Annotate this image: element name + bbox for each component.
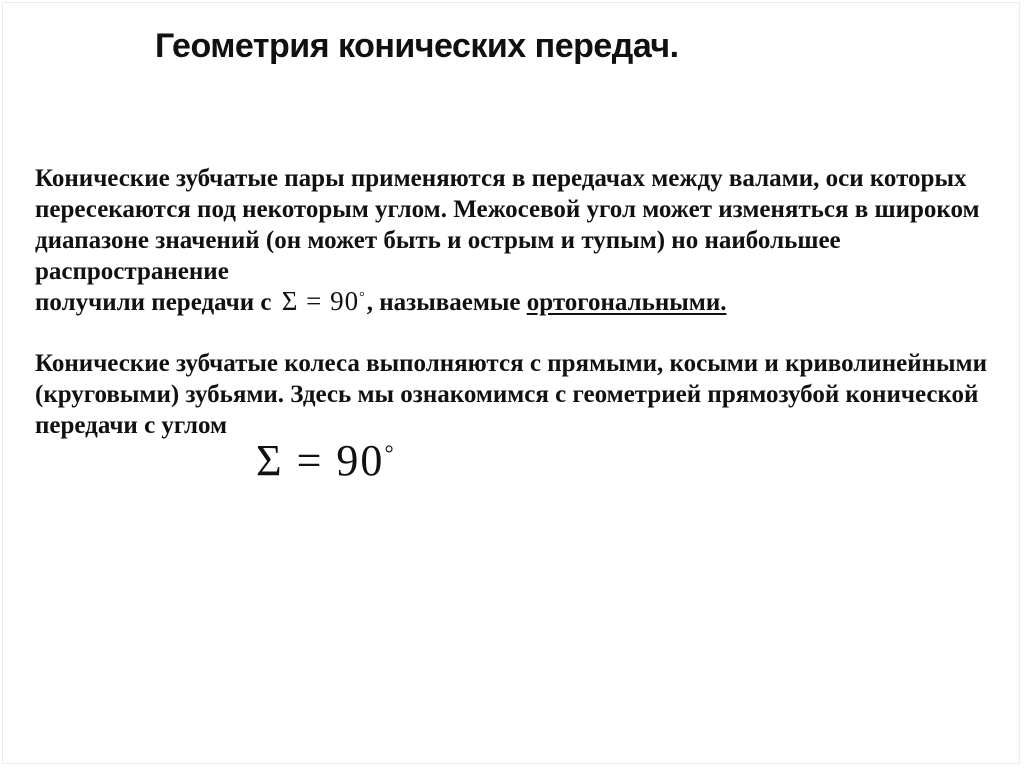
text-run: получили передачи с xyxy=(35,289,278,316)
paragraph-teeth-types xyxy=(35,348,987,441)
underlined-term-orthogonal: ортогональными. xyxy=(526,289,727,316)
inline-formula-sigma-90 xyxy=(278,286,367,316)
text-run: , называемые xyxy=(366,289,527,316)
formula-text: Σ = 90 xyxy=(281,286,360,316)
text-line-with-formula xyxy=(35,287,980,318)
display-formula-sigma-90 xyxy=(256,436,394,493)
page-title: Геометрия конических передач. xyxy=(155,27,679,65)
text-line: Конические зубчатые пары применяются в передачах между валами, оси которых xyxy=(35,165,967,192)
text-line: передачи с углом xyxy=(35,412,228,439)
degree-sign: ° xyxy=(359,289,365,306)
degree-sign: ° xyxy=(384,440,394,466)
text-line: (круговыми) зубьями. Здесь мы ознакомимся с геометрией прямозубой конической xyxy=(35,381,979,408)
text-line: Конические зубчатые колеса выполняются с прямыми, косыми и криволинейными xyxy=(35,350,987,377)
text-line: пересекаются под некоторым углом. Межосевой угол может изменяться в широком xyxy=(35,196,980,223)
text-line: диапазоне значений (он может быть и острым и тупым) но наибольшее xyxy=(35,227,841,254)
paragraph-gears-intro xyxy=(35,163,980,318)
formula-text: Σ = 90 xyxy=(256,436,385,485)
text-line: распространение xyxy=(35,258,229,285)
